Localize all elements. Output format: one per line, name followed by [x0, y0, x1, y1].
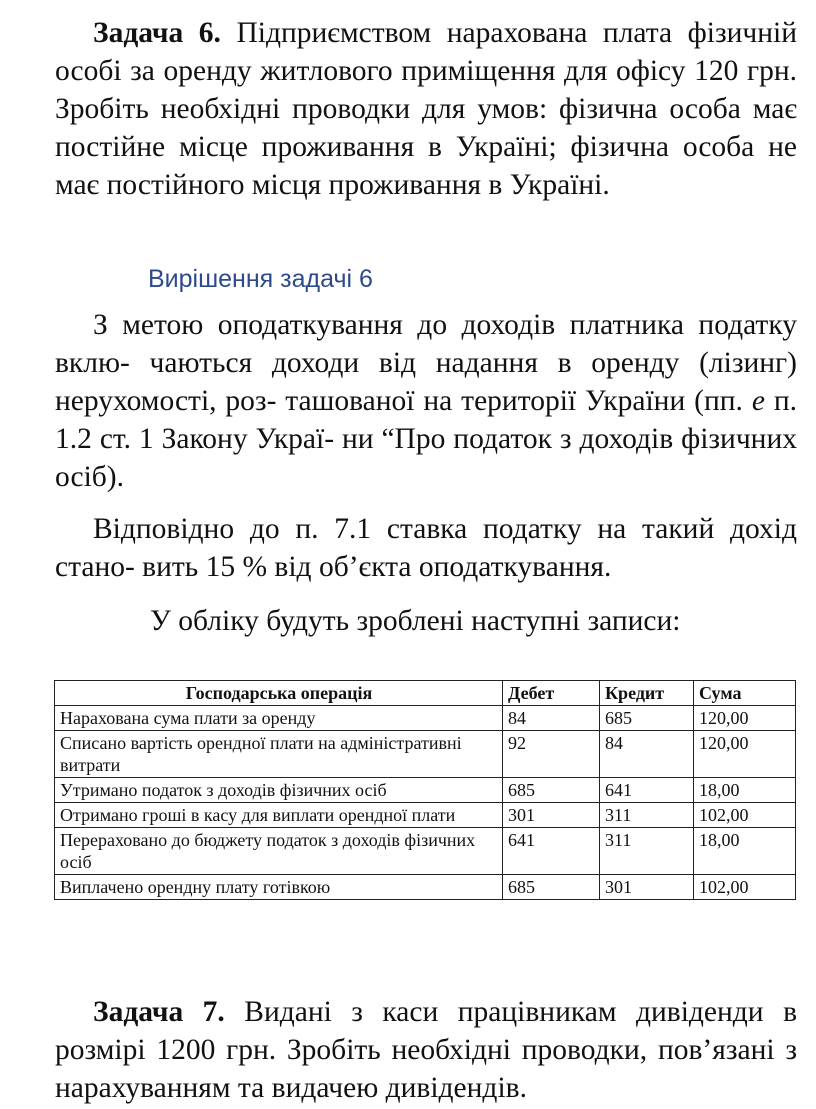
debit-cell: 92 [503, 731, 600, 778]
sum-cell: 120,00 [694, 731, 796, 778]
operation-cell: Утримано податок з доходів фізичних осіб [55, 778, 503, 803]
operation-cell: Отримано гроші в касу для виплати орендної плати [55, 803, 503, 828]
debit-cell: 84 [503, 706, 600, 731]
task7-paragraph [55, 993, 797, 1107]
task7-text: Видані з каси працівникам дивіденди в розмірі 1200 грн. Зробіть необхідні проводки, пов’язані з нарахуванням та видачею дивідендів. [55, 996, 797, 1104]
task6-text: Підприємством нарахована плата фізичній особі за оренду житлового приміщення для офісу 120 грн. Зробіть необхідні проводки для умов: фізична особа має постійне місце проживання в Україні; фізична особа не має постійного місця проживання в Україні. [55, 17, 798, 201]
table-row [55, 875, 796, 900]
solution-paragraph-2: Відповідно до п. 7.1 ставка податку на такий дохід стано- вить 15 % від об’єкта оподаткування. [55, 513, 797, 583]
header-credit: Кредит [600, 681, 694, 706]
header-operation: Господарська операція [55, 681, 503, 706]
operation-cell: Нарахована сума плати за оренду [55, 706, 503, 731]
solution-heading: Вирішення задачі 6 [148, 265, 373, 293]
operation-cell: Виплачено орендну плату готівкою [55, 875, 503, 900]
sum-cell: 120,00 [694, 706, 796, 731]
sum-cell: 102,00 [694, 875, 796, 900]
credit-cell: 311 [600, 828, 694, 875]
table-row [55, 778, 796, 803]
solution-p1-italic-letter: е [751, 385, 765, 417]
solution-p1-text-start: З метою оподаткування до доходів платника податку вклю- чаються доходи від надання в оренду (лізинг) нерухомості, роз- ташованої на території України (пп. [55, 309, 797, 417]
table-row [55, 828, 796, 875]
solution-p1-text-end: п. 1.2 ст. 1 Закону Украї- ни “Про податок з доходів фізичних осіб). [55, 385, 797, 493]
credit-cell: 641 [600, 778, 694, 803]
task6-title: Задача 6. [93, 17, 221, 49]
credit-cell: 311 [600, 803, 694, 828]
table-row [55, 803, 796, 828]
debit-cell: 685 [503, 875, 600, 900]
credit-cell: 84 [600, 731, 694, 778]
credit-cell: 685 [600, 706, 694, 731]
solution-paragraph-1 [55, 306, 797, 496]
credit-cell: 301 [600, 875, 694, 900]
debit-cell: 685 [503, 778, 600, 803]
journal-entries-table [54, 680, 796, 900]
sum-cell: 18,00 [694, 778, 796, 803]
task7-title: Задача 7. [93, 996, 225, 1028]
debit-cell: 301 [503, 803, 600, 828]
task6-paragraph [55, 14, 797, 204]
table-row [55, 731, 796, 778]
debit-cell: 641 [503, 828, 600, 875]
table-row [55, 706, 796, 731]
operation-cell: Перераховано до бюджету податок з доходів фізичних осіб [55, 828, 503, 875]
solution-paragraph-3: У обліку будуть зроблені наступні записи: [150, 605, 681, 637]
sum-cell: 102,00 [694, 803, 796, 828]
sum-cell: 18,00 [694, 828, 796, 875]
header-debit: Дебет [503, 681, 600, 706]
header-sum: Сума [694, 681, 796, 706]
operation-cell: Списано вартість орендної плати на адміністративні витрати [55, 731, 503, 778]
table-header-row [55, 681, 796, 706]
